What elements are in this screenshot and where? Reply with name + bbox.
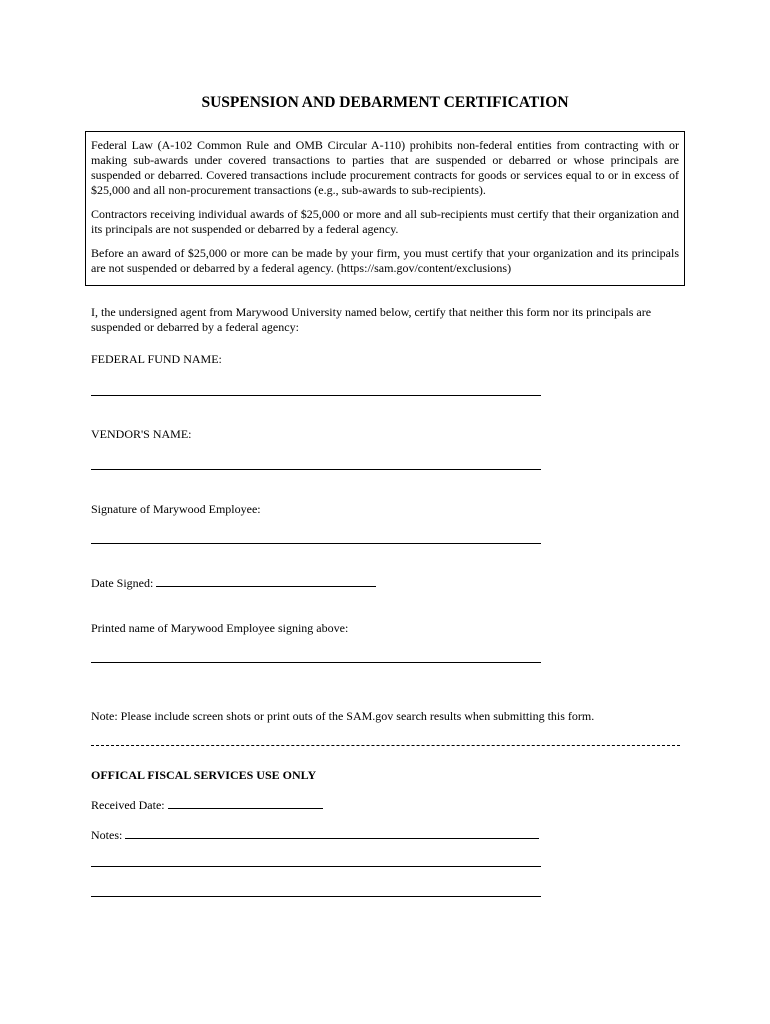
cut-line-divider: [91, 745, 680, 746]
fiscal-services-heading: OFFICAL FISCAL SERVICES USE ONLY: [91, 768, 317, 782]
printed-name-field[interactable]: [91, 662, 541, 663]
notes-field-line-1[interactable]: [125, 828, 539, 839]
notes-row: [91, 828, 539, 843]
signature-label: Signature of Marywood Employee:: [91, 502, 261, 516]
page-title: SUSPENSION AND DEBARMENT CERTIFICATION: [201, 94, 569, 111]
vendor-name-label: VENDOR'S NAME:: [91, 427, 192, 441]
vendor-name-field[interactable]: [91, 469, 541, 470]
notes-field-line-3[interactable]: [91, 896, 541, 897]
date-signed-label: Date Signed:: [91, 576, 154, 590]
notes-label: Notes:: [91, 828, 123, 842]
notice-paragraph-federal-law: Federal Law (A-102 Common Rule and OMB Circular A-110) prohibits non-federal entities from contracting with or making sub-awards under covered transactions to parties that are suspended or debarred or whose principals are suspended or debarred. Covered transactions include procurement contracts for goods or services equal to or in excess of $25,000 and all non-procurement transactions (e.g., sub-awards to sub-recipients).: [91, 138, 679, 197]
federal-fund-name-field[interactable]: [91, 395, 541, 396]
notice-paragraph-contractors: Contractors receiving individual awards of $25,000 or more and all sub-recipients must certify that their organization and its principals are not suspended or debarred by a federal agency.: [91, 207, 679, 236]
notice-box: [85, 131, 685, 286]
received-date-label: Received Date:: [91, 798, 165, 812]
submission-note: Note: Please include screen shots or print outs of the SAM.gov search results when submitting this form.: [91, 709, 595, 723]
notice-paragraph-before-award: Before an award of $25,000 or more can be made by your firm, you must certify that your organization and its principals are not suspended or debarred by a federal agency. (https://sam.gov/content/exclusions): [91, 246, 679, 275]
federal-fund-name-label: FEDERAL FUND NAME:: [91, 352, 222, 366]
printed-name-label: Printed name of Marywood Employee signing above:: [91, 621, 349, 635]
signature-field[interactable]: [91, 543, 541, 544]
notes-field-line-2[interactable]: [91, 866, 541, 867]
received-date-field[interactable]: [168, 798, 323, 809]
received-date-row: [91, 798, 323, 813]
date-signed-row: [91, 576, 376, 591]
date-signed-field[interactable]: [156, 576, 376, 587]
certification-statement: I, the undersigned agent from Marywood University named below, certify that neither this form nor its principals are suspended or debarred by a federal agency:: [91, 305, 652, 334]
